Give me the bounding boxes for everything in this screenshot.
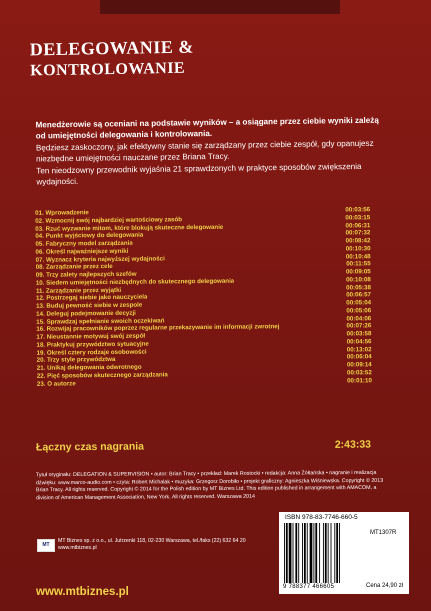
intro-text — [36, 115, 392, 188]
track-title: 10. Siedem umiejętności niezbędnych do skutecznego delegowania — [35, 277, 235, 287]
track-title: 01. Wprowadzenie — [35, 209, 89, 217]
track-time: 00:06:57 — [346, 291, 372, 299]
track-time: 00:07:26 — [346, 322, 372, 330]
track-title: 09. Trzy zalety najlepszych szefów — [35, 270, 137, 279]
track-title: 04. Punkt wyjściowy do delegowania — [35, 231, 144, 241]
track-time: 00:11:55 — [346, 260, 371, 268]
track-title: 22. Pięć sposobów skutecznego zarządzania — [36, 371, 168, 380]
credits — [36, 470, 394, 503]
title-line-2: KONTROLOWANIE — [30, 59, 186, 80]
intro-paragraph-1: Będziesz zaskoczony, jak efektywny stanie się zarządzany przez ciebie zespół, gdy opanujesz niezbędne umiejętności nauczane przez Briana Tracy. — [35, 138, 374, 164]
track-time: 00:05:06 — [346, 306, 372, 315]
track-time: 00:13:02 — [346, 345, 372, 354]
track-time: 00:09:14 — [346, 361, 372, 369]
track-time: 00:04:06 — [346, 314, 372, 323]
track-title: 17. Nieustannie motywuj swój zespół — [36, 332, 146, 341]
track-title: 16. Rozwijaj pracowników poprzez regularne przekazywanie im informacji zwrotnej — [36, 323, 280, 334]
website-link[interactable]: www.mtbiznes.pl — [36, 586, 129, 598]
track-time: 00:07:32 — [345, 229, 371, 237]
track-time: 00:05:04 — [346, 299, 372, 307]
track-time: 00:10:30 — [345, 244, 371, 253]
track-title: 20. Trzy style przywództwa — [36, 356, 116, 365]
track-time: 00:10:48 — [345, 252, 371, 261]
track-title: 05. Fabryczny model zarządzania — [35, 239, 133, 248]
publisher-address: MT Biznes sp. z o.o., ul. Jutrzenki 118, 02-230 Warszawa, tel./faks (22) 632 64 20 — [58, 538, 246, 544]
barcode-number: 9 788377 466605 — [283, 584, 335, 590]
track-title: 07. Wyznacz kryteria najwyższej wydajności — [35, 254, 165, 264]
total-duration — [36, 439, 371, 454]
track-list — [35, 206, 372, 388]
publisher-logo: MT — [37, 539, 55, 552]
track-time: 00:08:42 — [345, 237, 371, 245]
product-code: MT1307R — [370, 530, 397, 536]
track-title: 21. Unikaj delegowania odwrotnego — [36, 363, 142, 372]
book-title — [30, 37, 195, 82]
track-title: 14. Deleguj podejmowanie decyzji — [36, 309, 136, 318]
track-title: 08. Zarządzanie przez cele — [35, 263, 113, 272]
track-title: 02. Wzmocnij swój najbardziej wartościowy zasób — [35, 215, 183, 225]
track-time: 00:03:56 — [345, 206, 371, 214]
barcode-icon — [284, 523, 362, 583]
track-title: 13. Buduj pewność siebie w zespole — [36, 301, 143, 310]
price-label: Cena 24,90 zł — [366, 583, 404, 589]
publisher-site-small[interactable]: www.mtbiznes.pl — [58, 545, 97, 551]
track-title: 11. Zarządzanie przez wyjątki — [35, 286, 122, 295]
track-title: 19. Określ cztery rodzaje osobowości — [36, 348, 147, 357]
title-line-1: DELEGOWANIE & — [29, 36, 195, 60]
top-logo-strip — [100, 0, 340, 14]
track-time: 00:09:05 — [345, 268, 371, 276]
track-time: 00:06:04 — [346, 353, 372, 361]
track-title: 18. Praktykuj przywództwo sytuacyjne — [36, 340, 149, 349]
track-time: 00:03:52 — [346, 368, 372, 377]
total-time: 2:43:33 — [334, 438, 372, 451]
isbn-label: ISBN 978-83-7746-660-5 — [285, 514, 358, 521]
track-time: 00:05:38 — [346, 283, 371, 292]
track-title: 23. O autorze — [36, 379, 76, 388]
intro-lead: Menedżerowie są oceniani na podstawie wyników – a osiągane przez ciebie wyniki zależą od umiejętności delegowania i kontrolowania. — [35, 115, 379, 141]
track-title: 03. Rzuć wyzwanie mitom, które blokują skuteczne delegowanie — [35, 223, 224, 233]
track-title: 15. Sprawdzaj spełnianie swoich oczekiwań — [36, 316, 165, 326]
track-time: 00:01:10 — [347, 376, 372, 385]
track-time: 00:10:08 — [346, 275, 371, 284]
track-time: 00:03:15 — [345, 214, 371, 222]
total-label: Łączny czas nagrania — [35, 440, 145, 454]
publisher-info — [58, 538, 268, 552]
credits-text: Tytuł oryginału: DELEGATION & SUPERVISION • autor: Brian Tracy • przekład: Marek Rostocki • redakcja: Anna Żółtańska • nagranie i realizacja dźwięku: www.marco-audio.com • czyta: Robert Michalak • muzyka: Grzegorz Dorobiło • projekt graficzny: Agnieszka Wiśniewska. Copyright © 2013 Brian Tracy. All rights reserved. Copyright © 2014 for the Polish edition by MT Biznes Ltd. This edition published in arrangement with AMACOM, a division of American Management Association, New York. All rights reserved. Warszawa 2014 — [35, 469, 384, 502]
track-title: 06. Określ najważniejsze wyniki — [35, 247, 129, 256]
track-title: 12. Postrzegaj siebie jako nauczyciela — [35, 293, 148, 303]
intro-paragraph-2: Ten nieodzowny przewodnik wyjaśnia 21 sprawdzonych w praktyce sposobów zwiększenia wydajności. — [36, 161, 362, 187]
track-time: 00:03:58 — [346, 330, 372, 338]
track-time: 00:06:31 — [345, 221, 371, 230]
track-time: 00:04:56 — [346, 337, 372, 346]
